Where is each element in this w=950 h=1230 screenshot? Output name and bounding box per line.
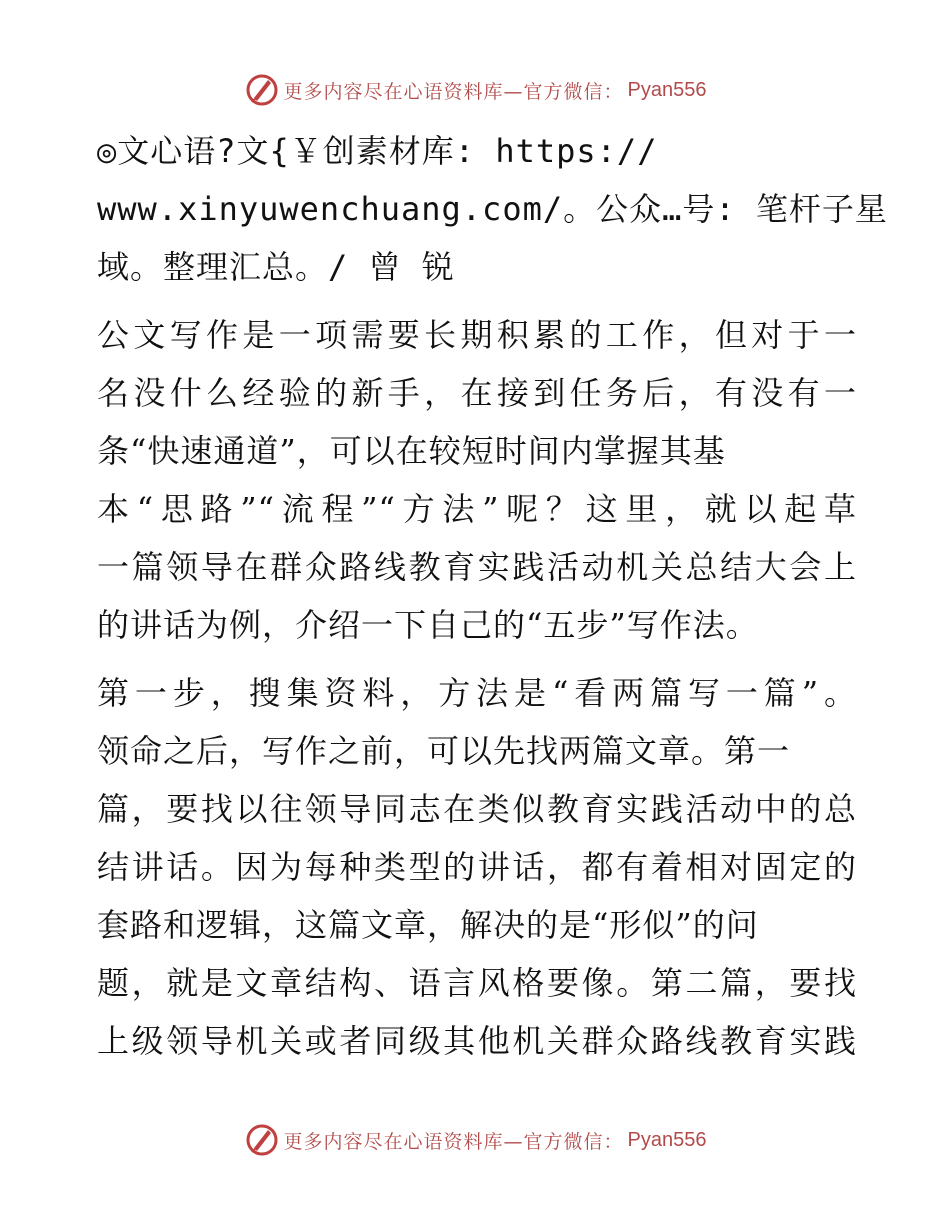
text-line: 域。整理汇总。/ 曾 锐 [97,248,455,286]
header-watermark-banner [0,70,950,110]
banner-text: 更多内容尽在心语资料库—官方微信： [283,1130,624,1153]
step-one-paragraph [97,664,857,1070]
banner-text: 更多内容尽在心语资料库—官方微信： [283,80,624,103]
text-line: www.xinyuwenchuang.com/。公众…号: 笔杆子星 [97,190,888,228]
text-line: 结讲话。因为每种类型的讲话，都有着相对固定的 [97,848,857,886]
banner-wechat-handle: Pyan556 [627,78,707,101]
quill-pen-logo-icon [244,1122,280,1158]
text-line: 的讲话为例，介绍一下自己的“五步”写作法。 [97,606,759,644]
text-line: 领命之后，写作之前，可以先找两篇文章。第一 [97,732,791,770]
text-line: 条“快速通道”，可以在较短时间内掌握其基 [97,432,726,470]
text-line: 公文写作是一项需要长期积累的工作，但对于一 [97,316,857,354]
source-paragraph [97,122,888,296]
text-line: 第一步，搜集资料，方法是“看两篇写一篇”。 [97,674,857,712]
text-line: 题，就是文章结构、语言风格要像。第二篇，要找 [97,964,857,1002]
footer-watermark-banner [0,1120,950,1160]
text-line: 本“思路”“流程”“方法”呢？这里，就以起草 [97,490,857,528]
text-line: 名没什么经验的新手，在接到任务后，有没有一 [97,374,857,412]
intro-paragraph [97,306,857,654]
text-line: 上级领导机关或者同级其他机关群众路线教育实践 [97,1022,857,1060]
text-line: 篇，要找以往领导同志在类似教育实践活动中的总 [97,790,857,828]
banner-wechat-handle: Pyan556 [627,1128,707,1151]
document-body [97,122,888,1080]
quill-pen-logo-icon [244,72,280,108]
text-line: 一篇领导在群众路线教育实践活动机关总结大会上 [97,548,857,586]
text-line: 套路和逻辑，这篇文章，解决的是“形似”的问 [97,906,759,944]
text-line: ◎文心语?文{￥创素材库: https:// [97,132,658,170]
